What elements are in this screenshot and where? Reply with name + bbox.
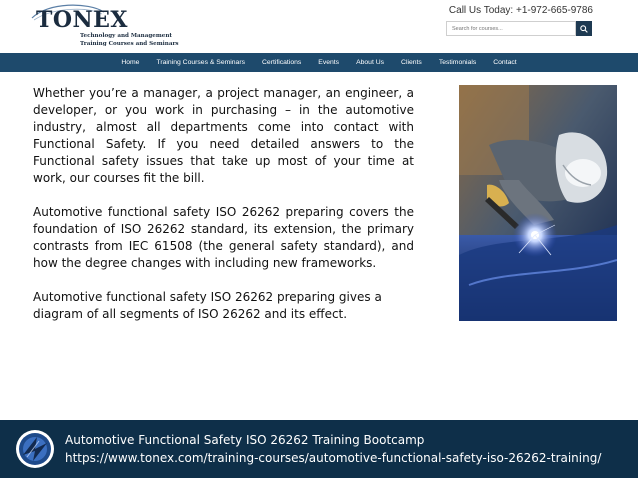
search-icon [580,25,588,33]
logo-tagline-1: Technology and Management [80,33,172,39]
tonex-logo[interactable] [28,4,178,48]
nav-events[interactable]: Events [318,59,340,66]
main-nav [0,53,638,72]
paragraph-coverage: Automotive functional safety ISO 26262 preparing covers the foundation of ISO 26262 standard, its extension, the primary contrasts from IEC 61508 (the general safety standard), and how the degree changes with including new frameworks. [33,205,414,270]
paragraph-intro: Whether you’re a manager, a project manager, an engineer, a developer, or you work in purchasing – in the automotive industry, almost all departments come into contact with Functional Safety. If you need detailed answers to the Functional safety issues that take up most of your time at work, our courses fit the bill. [33,86,414,185]
search-form [446,21,592,36]
search-input[interactable] [446,21,576,36]
paragraph-overview: Automotive functional safety ISO 26262 preparing gives a diagram of all segments of ISO 26262 and its effect. [33,290,382,321]
site-header [0,0,638,53]
logo-wordmark: TONEX [36,7,128,33]
nav-home[interactable]: Home [121,59,140,66]
nav-clients[interactable]: Clients [401,59,422,66]
footer-bar [0,420,638,478]
footer-course-url[interactable]: https://www.tonex.com/training-courses/automotive-functional-safety-iso-26262-training/ [65,451,602,465]
nav-about-us[interactable]: About Us [356,59,385,66]
footer-logo-icon [15,429,55,469]
search-button[interactable] [576,21,592,36]
nav-testimonials[interactable]: Testimonials [438,59,477,66]
nav-certifications[interactable]: Certifications [262,59,302,66]
call-us-text[interactable]: Call Us Today: +1-972-665-9786 [448,5,593,16]
nav-training-courses[interactable]: Training Courses & Seminars [156,59,245,66]
footer-course-title: Automotive Functional Safety ISO 26262 Training Bootcamp [65,433,425,447]
nav-contact[interactable]: Contact [493,59,517,66]
main-content [33,85,414,340]
welder-photo [459,85,617,321]
welder-illustration [459,85,617,321]
logo-tagline-2: Training Courses and Seminars [80,41,179,47]
